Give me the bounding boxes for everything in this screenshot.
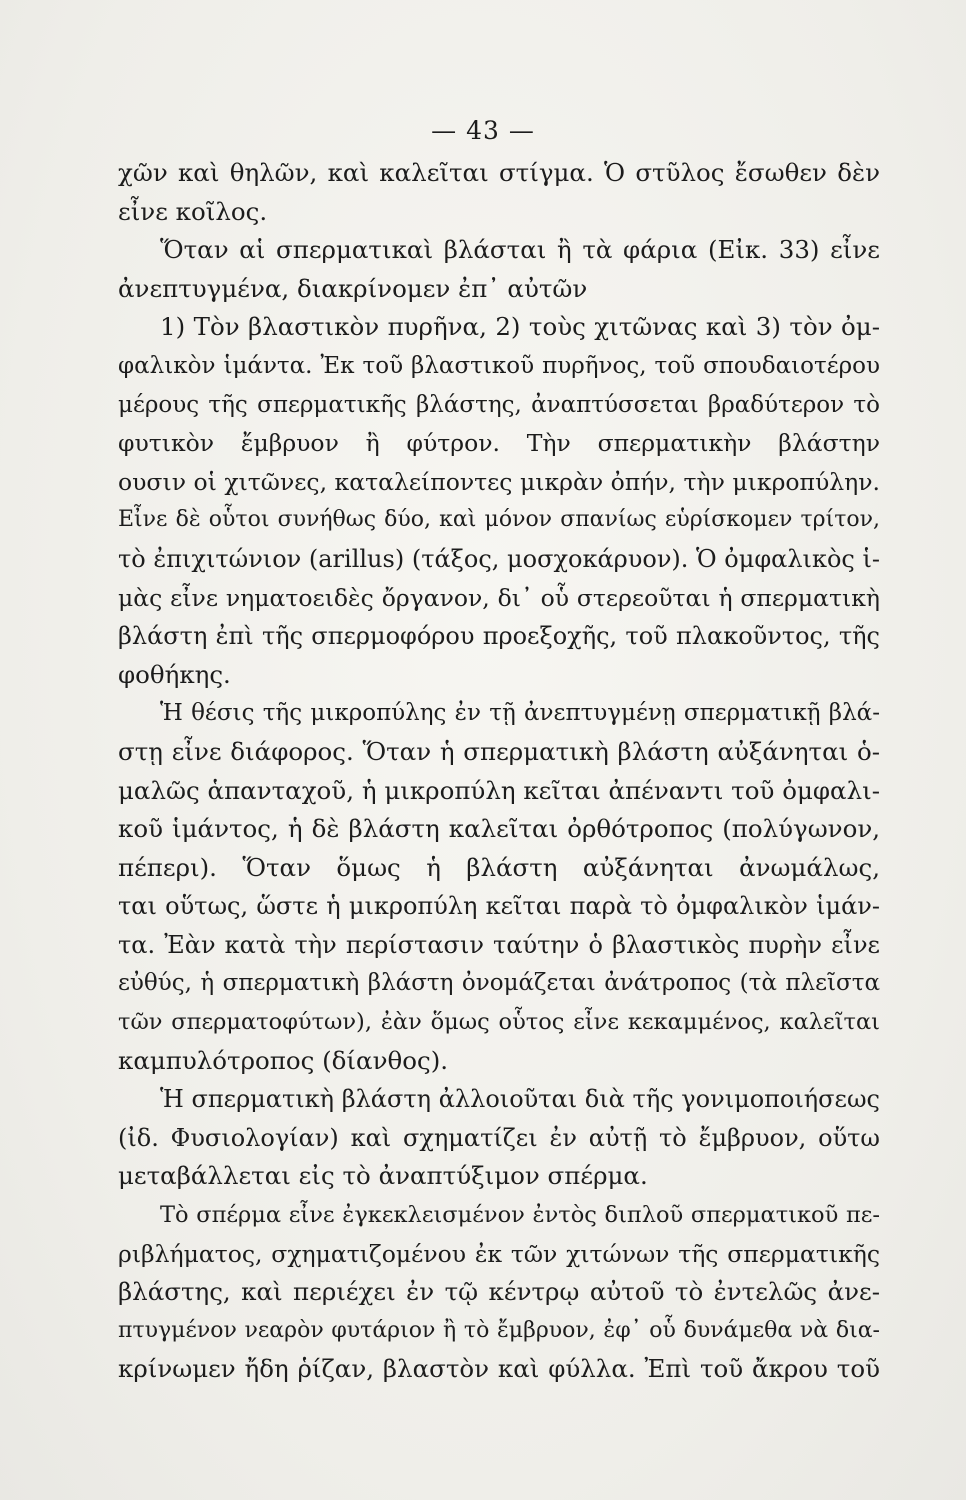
text-line: μαλῶς ἁπανταχοῦ, ἡ μικροπύλη κεῖται ἀπέναντι τοῦ ὀμφαλι-	[118, 775, 880, 805]
body-text	[118, 154, 880, 1389]
text-line: (ἰδ. Φυσιολογίαν) καὶ σχηματίζει ἐν αὐτῇ τὸ ἔμβρυον, οὕτω	[118, 1123, 880, 1152]
text-line: Εἶνε δὲ οὗτοι συνήθως δύο, καὶ μόνον σπανίως εὑρίσκομεν τρίτον,	[118, 507, 880, 533]
text-line: φυτικὸν ἔμβρυον ἢ φύτρον. Τὴν σπερματικὴν βλάστην	[118, 429, 880, 458]
text-line: Ὅταν αἱ σπερματικαὶ βλάσται ἢ τὰ φάρια (Εἰκ. 33) εἶνε	[160, 235, 880, 265]
text-line: μέρους τῆς σπερματικῆς βλάστης, ἀναπτύσσεται βραδύτερον τὸ	[118, 391, 880, 418]
text-line: τα. Ἐὰν κατὰ τὴν περίστασιν ταύτην ὁ βλαστικὸς πυρὴν εἶνε	[118, 930, 880, 959]
text-line: μεταβάλλεται εἰς τὸ ἀναπτύξιμον σπέρμα.	[118, 1161, 648, 1191]
text-line: ἀνεπτυγμένα, διακρίνομεν ἐπ᾽ αὐτῶν	[118, 273, 588, 303]
text-line: ται οὕτως, ὥστε ἡ μικροπύλη κεῖται παρὰ τὸ ὀμφαλικὸν ἱμάν-	[118, 892, 880, 921]
text-line: ριβλήματος, σχηματιζομένου ἐκ τῶν χιτώνων τῆς σπερματικῆς	[118, 1239, 880, 1268]
text-line: τῶν σπερματοφύτων), ἐὰν ὅμως οὗτος εἶνε κεκαμμένος, καλεῖται	[118, 1009, 880, 1036]
text-line: βλάστη ἐπὶ τῆς σπερμοφόρου προεξοχῆς, τοῦ πλακοῦντος, τῆς	[118, 622, 880, 651]
text-line: στῃ εἶνε διάφορος. Ὅταν ἡ σπερματικὴ βλάστη αὐξάνηται ὁ-	[118, 736, 880, 766]
text-line: τὸ ἐπιχιτώνιον (arillus) (τάξος, μοσχοκάρυον). Ὁ ὀμφαλικὸς ἱ-	[118, 544, 880, 573]
text-line: Ἡ σπερματικὴ βλάστη ἀλλοιοῦται διὰ τῆς γονιμοποιήσεως	[160, 1085, 880, 1114]
text-line: Τὸ σπέρμα εἶνε ἐγκεκλεισμένον ἐντὸς διπλοῦ σπερματικοῦ πε-	[160, 1202, 880, 1229]
text-line: χῶν καὶ θηλῶν, καὶ καλεῖται στίγμα. Ὁ στῦλος ἔσωθεν δὲν	[118, 158, 880, 187]
text-line: μὰς εἶνε νηματοειδὲς ὄργανον, δι᾽ οὗ στερεοῦται ἡ σπερματικὴ	[118, 583, 880, 612]
text-line: Ἡ θέσις τῆς μικροπύλης ἐν τῇ ἀνεπτυγμένῃ σπερματικῇ βλά-	[160, 700, 880, 727]
text-line: 1) Τὸν βλαστικὸν πυρῆνα, 2) τοὺς χιτῶνας καὶ 3) τὸν ὀμ-	[160, 312, 880, 342]
text-line: εὐθύς, ἡ σπερματικὴ βλάστη ὀνομάζεται ἀνάτροπος (τὰ πλεῖστα	[118, 970, 880, 997]
text-line: εἶνε κοῖλος.	[118, 196, 268, 226]
text-line: πέπερι). Ὅταν ὅμως ἡ βλάστη αὐξάνηται ἀνωμάλως,	[118, 852, 880, 882]
page-number: — 43 —	[431, 116, 535, 145]
text-line: κρίνωμεν ἤδη ῥίζαν, βλαστὸν καὶ φύλλα. Ἐπὶ τοῦ ἄκρου τοῦ	[118, 1354, 880, 1384]
text-line: πτυγμένον νεαρὸν φυτάριον ἢ τὸ ἔμβρυον, ἐφ᾽ οὗ δυνάμεθα νὰ δια-	[118, 1317, 880, 1343]
text-line: βλάστης, καὶ περιέχει ἐν τῷ κέντρῳ αὐτοῦ τὸ ἐντελῶς ἀνε-	[118, 1277, 880, 1307]
text-line: φαλικὸν ἱμάντα. Ἐκ τοῦ βλαστικοῦ πυρῆνος, τοῦ σπουδαιοτέρου	[118, 352, 880, 379]
text-line: κοῦ ἱμάντος, ἡ δὲ βλάστη καλεῖται ὀρθότροπος (πολύγωνον,	[118, 814, 880, 844]
text-line: καμπυλότροπος (δίανθος).	[118, 1045, 449, 1075]
text-line: φοθήκης.	[118, 659, 231, 689]
text-line: ουσιν οἱ χιτῶνες, καταλείποντες μικρὰν ὀπήν, τὴν μικροπύλην.	[118, 467, 880, 496]
